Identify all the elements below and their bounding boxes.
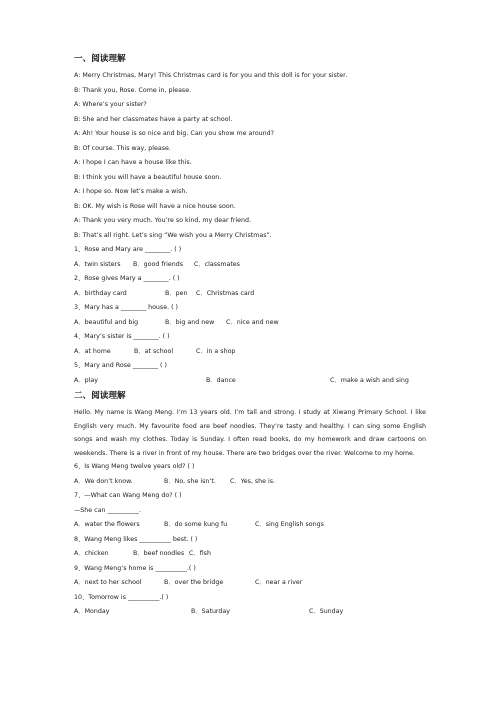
section1-heading: 一、阅读理解: [74, 54, 126, 64]
option-c[interactable]: C．in a shop: [196, 347, 236, 355]
option-c[interactable]: C．fish: [189, 550, 211, 558]
options-7: [74, 518, 434, 533]
dialogue-line: B: I think you will have a beautiful house soon.: [74, 173, 222, 181]
reading-passage: Hello. My name is Wang Meng. I’m 13 years old. I’m tall and strong. I study at Xiwang Primary School. I like English very much. My favourite food are beef noodles. They’re tasty and healthy. I can sing some English songs and wash my clothes. Today is Sunday. I often read books, do my homework and draw cartoons on weekends. There is a river in front of my house. There are two bridges over the river. Welcome to my home.: [74, 409, 426, 457]
options-1: [74, 258, 434, 273]
option-a[interactable]: A．beautiful and big: [74, 318, 139, 326]
section2-heading: 二、阅读理解: [74, 391, 126, 401]
options-8: [74, 547, 434, 562]
question-4: 4、Mary’s sister is ________. ( ): [74, 333, 170, 340]
dialogue-line: B: That’s all right. Let’s sing “We wish you a Merry Christmas”.: [74, 231, 272, 239]
question-6: 6、Is Wang Meng twelve years old? ( ): [74, 463, 195, 471]
option-c[interactable]: C．make a wish and sing: [330, 376, 409, 384]
options-5: [74, 374, 434, 389]
option-a[interactable]: A．next to her school: [74, 579, 142, 587]
option-b[interactable]: B．dance: [206, 376, 236, 384]
question-8: 8、Wang Meng likes __________ best. ( ): [74, 535, 198, 543]
option-c[interactable]: C．sing English songs: [255, 521, 324, 529]
option-a[interactable]: A．birthday card: [74, 289, 127, 297]
option-b[interactable]: B．big and new: [165, 318, 215, 326]
dialogue-line: B: Of course. This way, please.: [74, 144, 171, 152]
option-a[interactable]: A．twin sisters: [74, 260, 121, 268]
dialogue-line: A: Merry Christmas, Mary! This Christmas card is for you and this doll is for your sister.: [74, 72, 348, 79]
option-b[interactable]: B．beef noodles: [133, 550, 185, 558]
option-b[interactable]: B．over the bridge: [164, 579, 224, 587]
options-9: [74, 576, 434, 591]
dialogue: [74, 69, 434, 243]
question-1: 1、Rose and Mary are ________. ( ): [74, 246, 182, 253]
dialogue-line: A: Thank you very much. You’re so kind, my dear friend.: [74, 217, 252, 224]
option-c[interactable]: C．Yes, she is.: [230, 477, 276, 485]
question-2: 2、Rose gives Mary a ________. ( ): [74, 275, 180, 282]
option-c[interactable]: C．Christmas card: [196, 289, 255, 297]
worksheet-page: [74, 54, 434, 620]
dialogue-line: A: I hope I can have a house like this.: [74, 159, 192, 166]
option-c[interactable]: C．classmates: [194, 260, 240, 268]
question-9: 9、Wang Meng’s home is __________.( ): [74, 564, 196, 572]
option-a[interactable]: A．chicken: [74, 550, 109, 558]
option-b[interactable]: B．pen: [165, 289, 188, 297]
options-2: [74, 287, 434, 302]
option-a[interactable]: A．play: [74, 376, 98, 384]
option-c[interactable]: C．near a river: [255, 579, 303, 587]
question-7: 7、—What can Wang Meng do? ( ): [74, 492, 182, 500]
dialogue-line: A: Ah! Your house is so nice and big. Can you show me around?: [74, 130, 275, 137]
options-4: [74, 345, 434, 360]
options-10: [74, 605, 434, 620]
dialogue-line: A: I hope so. Now let’s make a wish.: [74, 188, 188, 195]
option-b[interactable]: B．No, she isn’t.: [164, 477, 216, 485]
option-b[interactable]: B．do some kung fu: [164, 521, 228, 529]
question-5: 5、Mary and Rose ________ ( ): [74, 362, 167, 369]
option-b[interactable]: B．Saturday: [191, 608, 230, 616]
dialogue-line: B: OK. My wish is Rose will have a nice house soon.: [74, 202, 236, 210]
option-b[interactable]: B．good friends: [133, 260, 184, 268]
question-7-answer-line: —She can __________.: [74, 506, 141, 514]
option-b[interactable]: B．at school: [134, 347, 174, 355]
options-6: [74, 475, 434, 490]
option-a[interactable]: A．Monday: [74, 608, 110, 616]
option-a[interactable]: A．water the flowers: [74, 521, 140, 529]
question-10: 10、Tomorrow is __________.( ): [74, 593, 169, 601]
option-a[interactable]: A．at home: [74, 347, 111, 355]
options-3: [74, 316, 434, 331]
option-a[interactable]: A．We don’t know.: [74, 477, 133, 485]
dialogue-line: B: Thank you, Rose. Come in, please.: [74, 86, 192, 94]
option-c[interactable]: C．Sunday: [309, 608, 344, 616]
option-c[interactable]: C．nice and new: [226, 318, 279, 326]
dialogue-line: A: Where’s your sister?: [74, 101, 147, 108]
dialogue-line: B: She and her classmates have a party at school.: [74, 115, 233, 123]
question-3: 3、Mary has a ________ house. ( ): [74, 304, 179, 311]
